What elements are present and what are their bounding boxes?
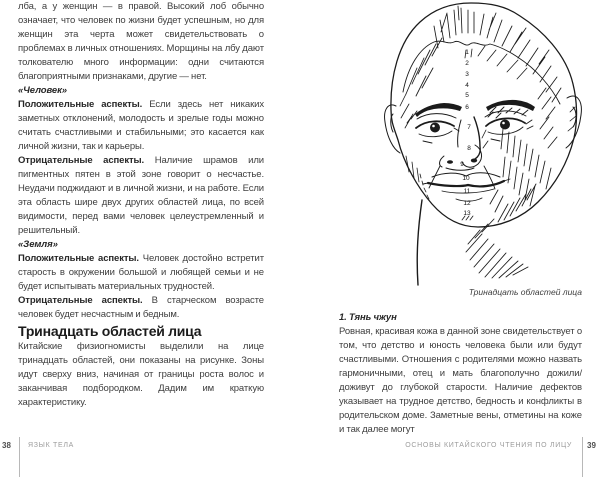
paragraph-forehead-continued: лба, а у женщин — в правой. Высокий лоб обычно означает, что человек по жизни будет успешным, но для женщин эта черта может свидетельствовать о проблемах в личных отношениях. Морщины на лбу дают толкователю много информации: одни считаются благоприятными признаками, другие — нет.	[18, 1, 264, 82]
zone-number-label: 8	[467, 145, 471, 152]
positive-aspects-text: Человек достойно встретит старость в окружении большой и любящей семьи и не будет испытывать материальных трудностей.	[18, 253, 264, 292]
paragraph-zemlya-negative	[18, 294, 264, 322]
left-ear	[385, 105, 400, 153]
face-sketch-figure	[370, 0, 600, 300]
zone-numbers	[460, 49, 471, 217]
forehead-strokes	[465, 46, 527, 79]
right-footer-rule	[582, 437, 583, 477]
paragraph-chelovek-positive	[18, 98, 264, 154]
right-running-title: ОСНОВЫ КИТАЙСКОГО ЧТЕНИЯ ПО ЛИЦУ	[405, 442, 572, 449]
nose-wing	[440, 156, 474, 170]
right-nostril	[471, 159, 477, 163]
paragraph-zemlya-positive	[18, 252, 264, 294]
nose-side	[474, 117, 480, 159]
left-footer-rule	[19, 437, 20, 477]
right-iris	[500, 120, 510, 130]
zone-number-label: 7	[467, 124, 471, 131]
zone-number-label: 11	[463, 188, 471, 195]
paragraph-chelovek-negative	[18, 154, 264, 238]
cheek-shadow-hatching	[490, 88, 557, 222]
zone-number-label: 2	[465, 60, 469, 67]
subsection-heading-tian-zhong: 1. Тянь чжун	[339, 312, 397, 323]
negative-aspects-label: Отрицательные аспекты.	[18, 155, 145, 166]
zone-number-label: 9	[460, 161, 464, 168]
zone-number-label: 3	[465, 71, 469, 78]
zone-number-label: 5	[465, 92, 469, 99]
negative-aspects-text: Наличие шрамов или пигментных пятен в этой зоне говорит о несчастье. Неудачи поджидают и в личной жизни, и на работе. Если эта область шире двух других областей лица, по всей видимости, перед вами человек целеустремленный и решительный.	[18, 155, 265, 236]
zone-number-label: 13	[463, 210, 471, 217]
nose-shadow	[482, 130, 488, 148]
hair-hatching	[406, 6, 561, 102]
paragraph-thirteen-areas-intro: Китайские физиогномисты выделили на лице тринадцать областей, они показаны на рисунке. Зоны идут сверху вниз, начиная от границы роста волос и заканчивая подбородком. Дадим им краткую характеристику.	[18, 341, 264, 408]
zone-number-label: 12	[463, 200, 471, 207]
left-eye-glint	[432, 125, 435, 128]
section-heading-thirteen-areas: Тринадцать областей лица	[18, 323, 202, 339]
left-running-title: ЯЗЫК ТЕЛА	[28, 442, 75, 449]
right-page-number: 39	[587, 441, 596, 450]
zone-heading-chelovek: «Человек»	[18, 85, 67, 96]
paragraph-tian-zhong: Ровная, красивая кожа в данной зоне свидетельствует о том, что детство и юность человека были или будут счастливыми. Отношения с родителями можно назвать гармоничными, отец и мать благополучно дожили/доживут до глубокой старости. Наличие дефектов указывает на трудное детство, бедность и конфликты в родительском доме. Заметные вены, отметины на коже и так далее могут	[339, 326, 582, 435]
positive-aspects-text: Если здесь нет никаких заметных отклонений, молодость и зрелые годы можно считать счастливыми и стабильными; это касается как личной жизни, так и карьеры.	[18, 99, 264, 152]
right-page-text-column	[339, 311, 582, 437]
negative-aspects-label: Отрицательные аспекты.	[18, 295, 143, 306]
zone-number-label: 6	[465, 104, 469, 111]
left-page-number: 38	[2, 441, 11, 450]
zone-heading-zemlya: «Земля»	[18, 239, 58, 250]
negative-aspects-text: В старческом возрасте человек будет несчастным и бедным.	[18, 295, 264, 320]
left-eyebrow	[415, 103, 462, 117]
left-page-text-column	[18, 0, 264, 410]
figure-caption: Тринадцать областей лица	[468, 287, 582, 297]
zone-number-label: 1	[465, 49, 469, 56]
positive-aspects-label: Положительные аспекты.	[18, 99, 143, 110]
left-nostril	[447, 160, 453, 164]
right-eye-glint	[502, 122, 505, 125]
nose-bridge	[458, 120, 461, 147]
zone-number-label: 10	[462, 175, 470, 182]
left-iris	[430, 123, 440, 133]
neck-line	[417, 200, 422, 285]
positive-aspects-label: Положительные аспекты.	[18, 253, 139, 264]
zone-number-label: 4	[465, 82, 469, 89]
neck-shadow-hatching	[466, 219, 528, 278]
